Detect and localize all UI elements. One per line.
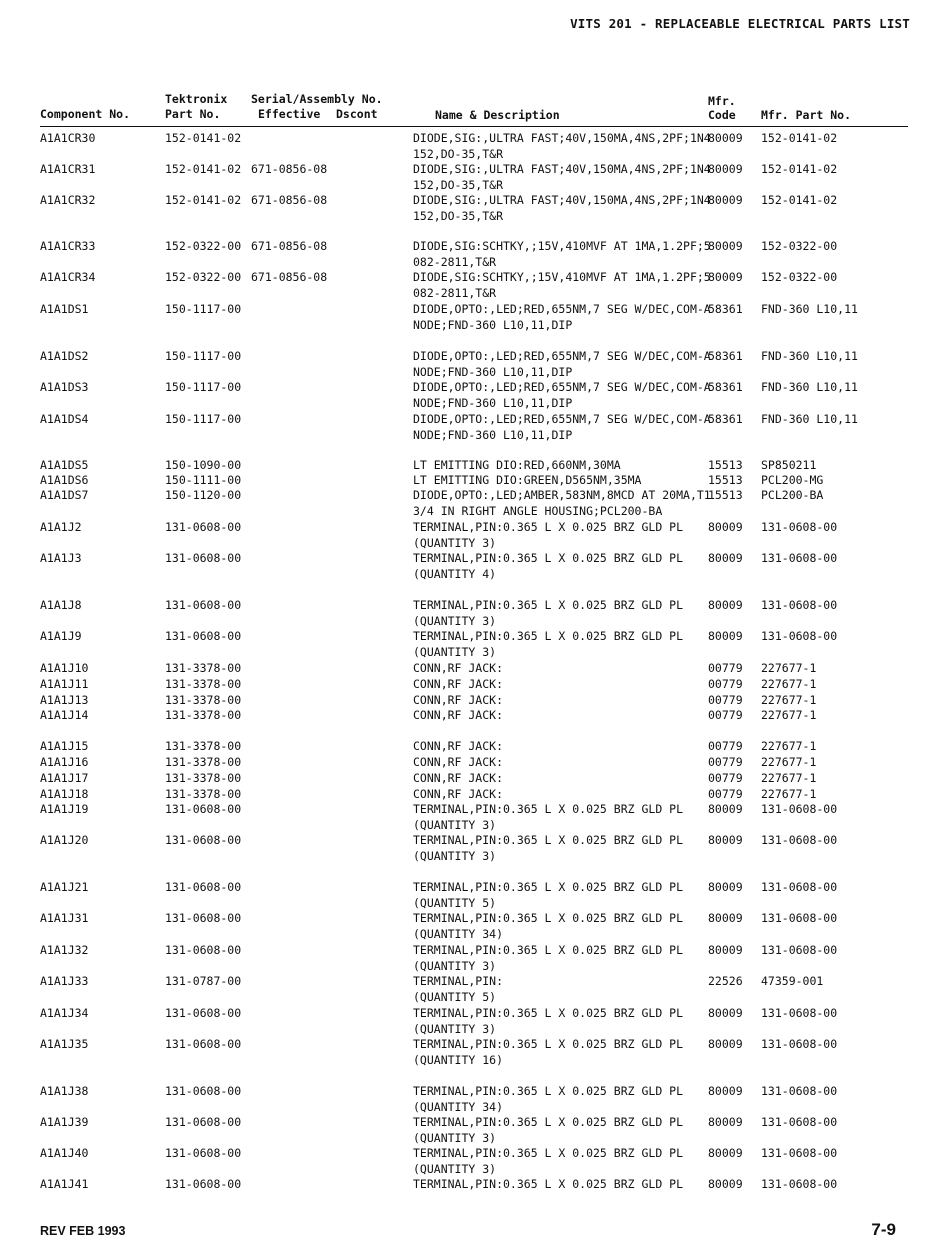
part-no: 150-1090-00 bbox=[165, 458, 242, 472]
description-line-2: (QUANTITY 3) bbox=[413, 848, 497, 863]
mfr-part-no: 227677-1 bbox=[761, 739, 817, 753]
description bbox=[413, 755, 503, 771]
description bbox=[413, 380, 711, 411]
header-name-description: Name & Description bbox=[435, 108, 560, 122]
mfr-part-no: PCL200-MG bbox=[761, 473, 824, 487]
description-line-2: NODE;FND-360 L10,11,DIP bbox=[413, 364, 573, 379]
component-no: A1A1J13 bbox=[40, 693, 89, 707]
part-no: 131-0608-00 bbox=[165, 1037, 242, 1051]
part-no: 150-1111-00 bbox=[165, 473, 242, 487]
table-row bbox=[0, 880, 950, 911]
description-line-2: (QUANTITY 3) bbox=[413, 613, 497, 628]
mfr-code: 15513 bbox=[708, 488, 743, 502]
description-line-1: LT EMITTING DIO:GREEN,D565NM,35MA bbox=[413, 473, 642, 487]
mfr-part-no: FND-360 L10,11 bbox=[761, 412, 858, 426]
description bbox=[413, 349, 711, 380]
header-effective: Effective bbox=[258, 107, 321, 121]
mfr-part-no: 131-0608-00 bbox=[761, 629, 838, 643]
description-line-2: (QUANTITY 34) bbox=[413, 926, 504, 941]
table-row bbox=[0, 412, 950, 443]
mfr-part-no: 131-0608-00 bbox=[761, 802, 838, 816]
mfr-code: 80009 bbox=[708, 162, 743, 176]
mfr-part-no: 227677-1 bbox=[761, 661, 817, 675]
mfr-part-no: 131-0608-00 bbox=[761, 598, 838, 612]
part-no: 131-3378-00 bbox=[165, 739, 242, 753]
part-no: 131-0608-00 bbox=[165, 1006, 242, 1020]
table-row bbox=[0, 911, 950, 942]
description-line-1: TERMINAL,PIN:0.365 L X 0.025 BRZ GLD PL bbox=[413, 1177, 684, 1191]
part-no: 131-0608-00 bbox=[165, 880, 242, 894]
mfr-code: 80009 bbox=[708, 1177, 743, 1191]
description-line-1: TERMINAL,PIN:0.365 L X 0.025 BRZ GLD PL bbox=[413, 551, 684, 565]
mfr-part-no: 227677-1 bbox=[761, 693, 817, 707]
table-row bbox=[0, 1177, 950, 1208]
mfr-code: 80009 bbox=[708, 193, 743, 207]
mfr-part-no: 152-0141-02 bbox=[761, 193, 838, 207]
description bbox=[413, 661, 503, 677]
mfr-part-no: 152-0141-02 bbox=[761, 131, 838, 145]
mfr-code: 58361 bbox=[708, 412, 743, 426]
part-no: 131-3378-00 bbox=[165, 755, 242, 769]
description-line-1: DIODE,SIG:SCHTKY,;15V,410MVF AT 1MA,1.2PF;5 bbox=[413, 239, 711, 253]
component-no: A1A1DS7 bbox=[40, 488, 89, 502]
description bbox=[413, 302, 711, 333]
description-line-1: CONN,RF JACK: bbox=[413, 693, 504, 707]
revision-date: REV FEB 1993 bbox=[40, 1224, 126, 1238]
description-line-2: (QUANTITY 3) bbox=[413, 644, 497, 659]
description bbox=[413, 833, 683, 864]
part-no: 131-0787-00 bbox=[165, 974, 242, 988]
description bbox=[413, 1115, 683, 1146]
component-no: A1A1J8 bbox=[40, 598, 82, 612]
mfr-part-no: 131-0608-00 bbox=[761, 911, 838, 925]
description-line-1: TERMINAL,PIN:0.365 L X 0.025 BRZ GLD PL bbox=[413, 1146, 684, 1160]
table-row bbox=[0, 162, 950, 193]
description bbox=[413, 880, 683, 911]
description bbox=[413, 412, 711, 443]
description-line-2: (QUANTITY 5) bbox=[413, 895, 497, 910]
table-row bbox=[0, 598, 950, 629]
description-line-2: 152,DO-35,T&R bbox=[413, 146, 504, 161]
part-no: 131-0608-00 bbox=[165, 598, 242, 612]
part-no: 131-3378-00 bbox=[165, 771, 242, 785]
part-no: 152-0322-00 bbox=[165, 270, 242, 284]
mfr-part-no: 227677-1 bbox=[761, 755, 817, 769]
description bbox=[413, 739, 503, 755]
component-no: A1A1J18 bbox=[40, 787, 89, 801]
component-no: A1A1DS3 bbox=[40, 380, 89, 394]
part-no: 152-0141-02 bbox=[165, 131, 242, 145]
table-row bbox=[0, 1115, 950, 1146]
table-row bbox=[0, 270, 950, 301]
description-line-1: CONN,RF JACK: bbox=[413, 755, 504, 769]
table-row bbox=[0, 1037, 950, 1068]
table-row bbox=[0, 708, 950, 739]
description bbox=[413, 551, 683, 582]
description bbox=[413, 1084, 683, 1115]
description-line-1: TERMINAL,PIN:0.365 L X 0.025 BRZ GLD PL bbox=[413, 880, 684, 894]
mfr-code: 00779 bbox=[708, 661, 743, 675]
component-no: A1A1CR30 bbox=[40, 131, 96, 145]
part-no: 131-0608-00 bbox=[165, 520, 242, 534]
serial-effective: 671-0856-08 bbox=[251, 193, 328, 207]
description-line-2: (QUANTITY 3) bbox=[413, 1161, 497, 1176]
mfr-part-no: 131-0608-00 bbox=[761, 880, 838, 894]
page-title: VITS 201 - REPLACEABLE ELECTRICAL PARTS LIST bbox=[570, 16, 910, 31]
mfr-part-no: FND-360 L10,11 bbox=[761, 349, 858, 363]
description-line-1: TERMINAL,PIN:0.365 L X 0.025 BRZ GLD PL bbox=[413, 911, 684, 925]
description bbox=[413, 771, 503, 787]
description-line-1: TERMINAL,PIN:0.365 L X 0.025 BRZ GLD PL bbox=[413, 1084, 684, 1098]
part-no: 131-3378-00 bbox=[165, 787, 242, 801]
description bbox=[413, 629, 683, 660]
mfr-part-no: 227677-1 bbox=[761, 677, 817, 691]
component-no: A1A1CR33 bbox=[40, 239, 96, 253]
description-line-1: TERMINAL,PIN: bbox=[413, 974, 504, 988]
component-no: A1A1J31 bbox=[40, 911, 89, 925]
description-line-2: NODE;FND-360 L10,11,DIP bbox=[413, 395, 573, 410]
component-no: A1A1J10 bbox=[40, 661, 89, 675]
mfr-part-no: 131-0608-00 bbox=[761, 1006, 838, 1020]
description-line-2: 152,DO-35,T&R bbox=[413, 177, 504, 192]
description-line-1: CONN,RF JACK: bbox=[413, 787, 504, 801]
mfr-code: 80009 bbox=[708, 943, 743, 957]
description bbox=[413, 458, 621, 474]
part-no: 131-3378-00 bbox=[165, 708, 242, 722]
part-no: 150-1120-00 bbox=[165, 488, 242, 502]
description-line-2: NODE;FND-360 L10,11,DIP bbox=[413, 427, 573, 442]
description-line-1: DIODE,OPTO:,LED;AMBER,583NM,8MCD AT 20MA,T1 bbox=[413, 488, 711, 502]
description bbox=[413, 911, 683, 942]
table-row bbox=[0, 239, 950, 270]
mfr-code: 00779 bbox=[708, 787, 743, 801]
component-no: A1A1J39 bbox=[40, 1115, 89, 1129]
mfr-code: 80009 bbox=[708, 1006, 743, 1020]
component-no: A1A1CR31 bbox=[40, 162, 96, 176]
component-no: A1A1J21 bbox=[40, 880, 89, 894]
mfr-part-no: SP850211 bbox=[761, 458, 817, 472]
part-no: 131-0608-00 bbox=[165, 1146, 242, 1160]
description bbox=[413, 473, 641, 489]
header-tektronix: Tektronix bbox=[165, 92, 228, 106]
description-line-1: CONN,RF JACK: bbox=[413, 677, 504, 691]
part-no: 131-3378-00 bbox=[165, 661, 242, 675]
description-line-1: LT EMITTING DIO:RED,660NM,30MA bbox=[413, 458, 621, 472]
header-code: Code bbox=[708, 108, 736, 122]
component-no: A1A1J32 bbox=[40, 943, 89, 957]
mfr-code: 80009 bbox=[708, 833, 743, 847]
mfr-code: 80009 bbox=[708, 1084, 743, 1098]
table-row bbox=[0, 488, 950, 519]
description-line-1: DIODE,OPTO:,LED;RED,655NM,7 SEG W/DEC,COM-A bbox=[413, 412, 711, 426]
table-row bbox=[0, 193, 950, 224]
mfr-part-no: 131-0608-00 bbox=[761, 551, 838, 565]
mfr-code: 80009 bbox=[708, 520, 743, 534]
mfr-code: 80009 bbox=[708, 1037, 743, 1051]
description bbox=[413, 1177, 683, 1193]
component-no: A1A1J33 bbox=[40, 974, 89, 988]
description bbox=[413, 193, 711, 224]
part-no: 131-0608-00 bbox=[165, 802, 242, 816]
description bbox=[413, 598, 683, 629]
mfr-code: 80009 bbox=[708, 551, 743, 565]
component-no: A1A1J34 bbox=[40, 1006, 89, 1020]
header-mfr-part-no: Mfr. Part No. bbox=[761, 108, 852, 122]
table-row bbox=[0, 520, 950, 551]
part-no: 131-0608-00 bbox=[165, 551, 242, 565]
mfr-part-no: 227677-1 bbox=[761, 787, 817, 801]
description bbox=[413, 693, 503, 709]
component-no: A1A1J15 bbox=[40, 739, 89, 753]
description-line-2: 082-2811,T&R bbox=[413, 254, 497, 269]
part-no: 131-3378-00 bbox=[165, 677, 242, 691]
description bbox=[413, 787, 503, 803]
mfr-code: 00779 bbox=[708, 693, 743, 707]
description-line-1: TERMINAL,PIN:0.365 L X 0.025 BRZ GLD PL bbox=[413, 598, 684, 612]
table-row bbox=[0, 349, 950, 380]
mfr-part-no: 131-0608-00 bbox=[761, 1084, 838, 1098]
component-no: A1A1J14 bbox=[40, 708, 89, 722]
header-dscont: Dscont bbox=[336, 107, 378, 121]
description-line-2: (QUANTITY 5) bbox=[413, 989, 497, 1004]
description bbox=[413, 131, 711, 162]
component-no: A1A1J3 bbox=[40, 551, 82, 565]
mfr-part-no: FND-360 L10,11 bbox=[761, 302, 858, 316]
mfr-code: 00779 bbox=[708, 755, 743, 769]
header-mfr: Mfr. bbox=[708, 94, 736, 108]
description-line-2: (QUANTITY 3) bbox=[413, 817, 497, 832]
component-no: A1A1DS6 bbox=[40, 473, 89, 487]
table-row bbox=[0, 380, 950, 411]
mfr-part-no: 131-0608-00 bbox=[761, 1177, 838, 1191]
mfr-part-no: 47359-001 bbox=[761, 974, 824, 988]
serial-effective: 671-0856-08 bbox=[251, 239, 328, 253]
mfr-part-no: 131-0608-00 bbox=[761, 1115, 838, 1129]
part-no: 152-0141-02 bbox=[165, 162, 242, 176]
component-no: A1A1J16 bbox=[40, 755, 89, 769]
description-line-1: TERMINAL,PIN:0.365 L X 0.025 BRZ GLD PL bbox=[413, 520, 684, 534]
mfr-code: 80009 bbox=[708, 1146, 743, 1160]
description-line-2: (QUANTITY 16) bbox=[413, 1052, 504, 1067]
description-line-1: CONN,RF JACK: bbox=[413, 771, 504, 785]
description-line-2: (QUANTITY 3) bbox=[413, 1130, 497, 1145]
description-line-1: DIODE,SIG:SCHTKY,;15V,410MVF AT 1MA,1.2PF;5 bbox=[413, 270, 711, 284]
description-line-2: 082-2811,T&R bbox=[413, 285, 497, 300]
part-no: 131-0608-00 bbox=[165, 833, 242, 847]
part-no: 131-0608-00 bbox=[165, 1115, 242, 1129]
description bbox=[413, 1146, 683, 1177]
mfr-code: 80009 bbox=[708, 911, 743, 925]
component-no: A1A1CR34 bbox=[40, 270, 96, 284]
mfr-code: 80009 bbox=[708, 802, 743, 816]
part-no: 152-0322-00 bbox=[165, 239, 242, 253]
part-no: 131-0608-00 bbox=[165, 911, 242, 925]
description bbox=[413, 1037, 683, 1068]
description bbox=[413, 943, 683, 974]
page-number: 7-9 bbox=[871, 1220, 896, 1239]
mfr-part-no: 131-0608-00 bbox=[761, 943, 838, 957]
part-no: 131-0608-00 bbox=[165, 629, 242, 643]
description-line-1: TERMINAL,PIN:0.365 L X 0.025 BRZ GLD PL bbox=[413, 1037, 684, 1051]
mfr-part-no: 131-0608-00 bbox=[761, 833, 838, 847]
description-line-1: DIODE,OPTO:,LED;RED,655NM,7 SEG W/DEC,COM-A bbox=[413, 380, 711, 394]
description-line-2: NODE;FND-360 L10,11,DIP bbox=[413, 317, 573, 332]
part-no: 131-3378-00 bbox=[165, 693, 242, 707]
description-line-1: CONN,RF JACK: bbox=[413, 661, 504, 675]
description-line-1: CONN,RF JACK: bbox=[413, 739, 504, 753]
component-no: A1A1CR32 bbox=[40, 193, 96, 207]
mfr-code: 58361 bbox=[708, 302, 743, 316]
table-row bbox=[0, 1146, 950, 1177]
table-row bbox=[0, 1084, 950, 1115]
component-no: A1A1J38 bbox=[40, 1084, 89, 1098]
description-line-2: 3/4 IN RIGHT ANGLE HOUSING;PCL200-BA bbox=[413, 503, 663, 518]
component-no: A1A1J2 bbox=[40, 520, 82, 534]
table-row bbox=[0, 131, 950, 162]
mfr-part-no: 131-0608-00 bbox=[761, 1037, 838, 1051]
description-line-1: TERMINAL,PIN:0.365 L X 0.025 BRZ GLD PL bbox=[413, 1006, 684, 1020]
description bbox=[413, 488, 711, 519]
mfr-code: 80009 bbox=[708, 629, 743, 643]
mfr-code: 80009 bbox=[708, 239, 743, 253]
component-no: A1A1J20 bbox=[40, 833, 89, 847]
component-no: A1A1J35 bbox=[40, 1037, 89, 1051]
table-row bbox=[0, 629, 950, 660]
description bbox=[413, 1006, 683, 1037]
table-row bbox=[0, 302, 950, 333]
description-line-1: CONN,RF JACK: bbox=[413, 708, 504, 722]
mfr-code: 15513 bbox=[708, 473, 743, 487]
part-no: 150-1117-00 bbox=[165, 302, 242, 316]
description bbox=[413, 520, 683, 551]
component-no: A1A1J17 bbox=[40, 771, 89, 785]
description-line-1: TERMINAL,PIN:0.365 L X 0.025 BRZ GLD PL bbox=[413, 833, 684, 847]
component-no: A1A1DS4 bbox=[40, 412, 89, 426]
component-no: A1A1DS2 bbox=[40, 349, 89, 363]
table-row bbox=[0, 974, 950, 1005]
description bbox=[413, 708, 503, 724]
description-line-1: DIODE,OPTO:,LED;RED,655NM,7 SEG W/DEC,COM-A bbox=[413, 302, 711, 316]
description bbox=[413, 677, 503, 693]
mfr-code: 80009 bbox=[708, 270, 743, 284]
mfr-part-no: FND-360 L10,11 bbox=[761, 380, 858, 394]
header-part-no: Part No. bbox=[165, 107, 221, 121]
description-line-1: DIODE,SIG:,ULTRA FAST;40V,150MA,4NS,2PF;1N4 bbox=[413, 131, 711, 145]
component-no: A1A1J9 bbox=[40, 629, 82, 643]
description bbox=[413, 802, 683, 833]
description bbox=[413, 162, 711, 193]
description-line-1: DIODE,OPTO:,LED;RED,655NM,7 SEG W/DEC,COM-A bbox=[413, 349, 711, 363]
description-line-1: TERMINAL,PIN:0.365 L X 0.025 BRZ GLD PL bbox=[413, 802, 684, 816]
serial-effective: 671-0856-08 bbox=[251, 162, 328, 176]
table-row bbox=[0, 551, 950, 582]
part-no: 150-1117-00 bbox=[165, 412, 242, 426]
mfr-code: 15513 bbox=[708, 458, 743, 472]
description-line-1: DIODE,SIG:,ULTRA FAST;40V,150MA,4NS,2PF;1N4 bbox=[413, 162, 711, 176]
description-line-2: (QUANTITY 34) bbox=[413, 1099, 504, 1114]
table-header bbox=[40, 92, 908, 127]
mfr-part-no: 152-0322-00 bbox=[761, 270, 838, 284]
component-no: A1A1J19 bbox=[40, 802, 89, 816]
mfr-code: 00779 bbox=[708, 708, 743, 722]
description-line-1: TERMINAL,PIN:0.365 L X 0.025 BRZ GLD PL bbox=[413, 1115, 684, 1129]
mfr-code: 58361 bbox=[708, 349, 743, 363]
header-component-no: Component No. bbox=[40, 107, 131, 121]
serial-effective: 671-0856-08 bbox=[251, 270, 328, 284]
table-row bbox=[0, 1006, 950, 1037]
description bbox=[413, 974, 503, 1005]
table-row bbox=[0, 833, 950, 864]
description-line-2: (QUANTITY 3) bbox=[413, 535, 497, 550]
mfr-part-no: 131-0608-00 bbox=[761, 520, 838, 534]
mfr-code: 00779 bbox=[708, 677, 743, 691]
description bbox=[413, 270, 711, 301]
mfr-code: 00779 bbox=[708, 771, 743, 785]
mfr-code: 00779 bbox=[708, 739, 743, 753]
component-no: A1A1DS5 bbox=[40, 458, 89, 472]
mfr-part-no: 152-0141-02 bbox=[761, 162, 838, 176]
part-no: 150-1117-00 bbox=[165, 349, 242, 363]
mfr-part-no: 227677-1 bbox=[761, 708, 817, 722]
mfr-part-no: 131-0608-00 bbox=[761, 1146, 838, 1160]
component-no: A1A1DS1 bbox=[40, 302, 89, 316]
description-line-2: 152,DO-35,T&R bbox=[413, 208, 504, 223]
description-line-2: (QUANTITY 3) bbox=[413, 958, 497, 973]
description-line-1: TERMINAL,PIN:0.365 L X 0.025 BRZ GLD PL bbox=[413, 943, 684, 957]
part-no: 150-1117-00 bbox=[165, 380, 242, 394]
mfr-code: 80009 bbox=[708, 131, 743, 145]
mfr-code: 80009 bbox=[708, 1115, 743, 1129]
table-row bbox=[0, 802, 950, 833]
mfr-part-no: PCL200-BA bbox=[761, 488, 824, 502]
component-no: A1A1J40 bbox=[40, 1146, 89, 1160]
mfr-code: 80009 bbox=[708, 598, 743, 612]
table-row bbox=[0, 943, 950, 974]
mfr-part-no: 227677-1 bbox=[761, 771, 817, 785]
description bbox=[413, 239, 711, 270]
header-serial-assembly: Serial/Assembly No. bbox=[251, 92, 383, 106]
mfr-part-no: 152-0322-00 bbox=[761, 239, 838, 253]
mfr-code: 58361 bbox=[708, 380, 743, 394]
part-no: 131-0608-00 bbox=[165, 1177, 242, 1191]
description-line-1: TERMINAL,PIN:0.365 L X 0.025 BRZ GLD PL bbox=[413, 629, 684, 643]
mfr-code: 80009 bbox=[708, 880, 743, 894]
mfr-code: 22526 bbox=[708, 974, 743, 988]
component-no: A1A1J11 bbox=[40, 677, 89, 691]
part-no: 131-0608-00 bbox=[165, 1084, 242, 1098]
description-line-2: (QUANTITY 4) bbox=[413, 566, 497, 581]
part-no: 152-0141-02 bbox=[165, 193, 242, 207]
description-line-2: (QUANTITY 3) bbox=[413, 1021, 497, 1036]
description-line-1: DIODE,SIG:,ULTRA FAST;40V,150MA,4NS,2PF;1N4 bbox=[413, 193, 711, 207]
component-no: A1A1J41 bbox=[40, 1177, 89, 1191]
part-no: 131-0608-00 bbox=[165, 943, 242, 957]
